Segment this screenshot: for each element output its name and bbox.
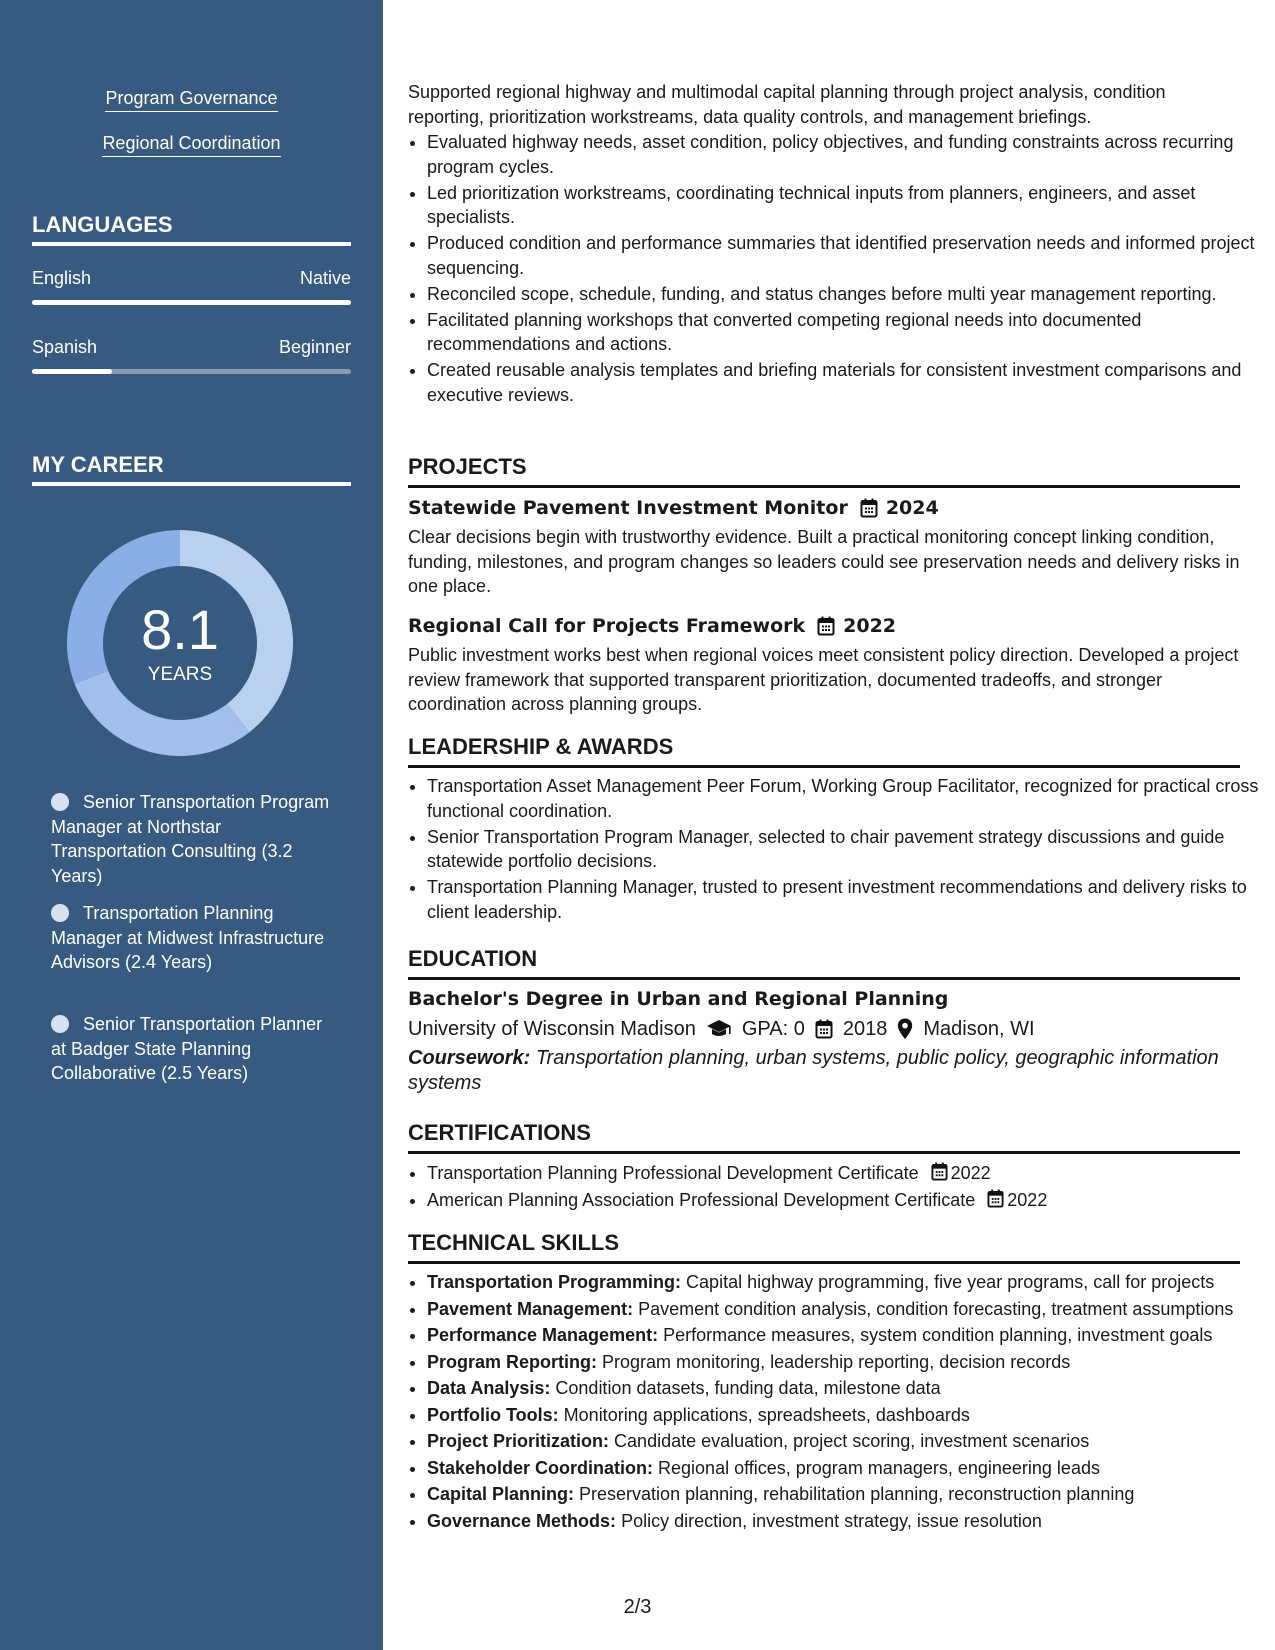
skill-label: Project Prioritization:: [427, 1431, 610, 1451]
career-total-unit: YEARS: [147, 664, 213, 685]
main-content: [408, 0, 1259, 1650]
skill-label: Stakeholder Coordination:: [427, 1457, 654, 1478]
list-item: • Project Prioritization: Candidate evaluation, project scoring, investment scenarios: [427, 1429, 1259, 1454]
skill-label: Pavement Management:: [427, 1298, 634, 1319]
calendar-icon: [931, 1162, 948, 1181]
certificate-year: 2022: [1007, 1190, 1048, 1210]
list-item: [427, 1188, 1259, 1213]
calendar-icon: [987, 1189, 1004, 1208]
skill-label: Transportation Programming:: [427, 1272, 682, 1292]
skill-tag: Program Governance: [0, 88, 383, 112]
list-item: • Program Reporting: Program monitoring, leadership reporting, decision records: [427, 1350, 1259, 1375]
list-item: • Facilitated planning workshops that converted competing regional needs into documented recommendations and actions.: [427, 308, 1259, 357]
coursework-label: Coursework:: [408, 1047, 531, 1069]
skill-label: Portfolio Tools:: [427, 1404, 559, 1425]
school-name: University of Wisconsin Madison: [408, 1018, 696, 1040]
skill-label: Governance Methods:: [427, 1510, 617, 1531]
experience-bullets: [408, 130, 1259, 409]
career-dot: [51, 1015, 69, 1033]
location: Madison, WI: [923, 1018, 1035, 1040]
skill-label: Capital Planning:: [427, 1484, 575, 1504]
page-number: 2/3: [623, 1596, 652, 1618]
list-item: • Transportation Asset Management Peer Forum, Working Group Facilitator, recognized for practical cross functional coordination.: [427, 774, 1259, 823]
language-row: [32, 337, 351, 358]
list-item: • Performance Management: Performance measures, system condition planning, investment goals: [427, 1323, 1259, 1348]
certificate-name: American Planning Association Professional Development Certificate: [427, 1190, 976, 1210]
certifications-list: [408, 1161, 1259, 1215]
project-title: Statewide Pavement Investment Monitor 2024: [408, 497, 939, 519]
calendar-icon: [817, 616, 835, 636]
skill-label: Performance Management:: [427, 1325, 659, 1345]
language-level: Native: [299, 268, 351, 288]
location-pin-icon: [897, 1018, 913, 1040]
languages-heading: LANGUAGES: [32, 212, 351, 246]
list-item: • Produced condition and performance summaries that identified preservation needs and informed project sequencing.: [427, 231, 1259, 280]
list-item: • Reconciled scope, schedule, funding, and status changes before multi year management reporting.: [427, 282, 1259, 307]
project-description: Clear decisions begin with trustworthy evidence. Built a practical monitoring concept linking condition, funding, milestones, and program changes so leaders could see preservation needs and delivery risks in one place.: [408, 527, 1240, 596]
leadership-heading: LEADERSHIP & AWARDS: [408, 733, 1240, 768]
skill-label: Data Analysis:: [427, 1378, 551, 1398]
language-row: [32, 268, 351, 289]
list-item: • Governance Methods: Policy direction, investment strategy, issue resolution: [427, 1509, 1259, 1534]
sidebar: [0, 0, 383, 1650]
list-item: • Led prioritization workstreams, coordinating technical inputs from planners, engineers, and asset specialists.: [427, 181, 1259, 230]
education-heading: EDUCATION: [408, 945, 1240, 980]
project-title: Regional Call for Projects Framework 2022: [408, 615, 897, 637]
career-dot: [51, 793, 69, 811]
calendar-icon: [815, 1019, 833, 1039]
career-item: Senior Transportation Program Manager at Northstar Transportation Consulting (3.2 Years): [51, 792, 330, 886]
list-item: • Data Analysis: Condition datasets, funding data, milestone data: [427, 1376, 1259, 1401]
coursework: Coursework: Transportation planning, urban systems, public policy, geographic information systems: [408, 1047, 1219, 1094]
calendar-icon: [860, 498, 878, 518]
degree-title: Bachelor's Degree in Urban and Regional Planning: [408, 988, 949, 1010]
project-description: Public investment works best when regional voices meet consistent policy direction. Developed a project review framework that supported transparent prioritization, documented tradeoffs, and stronger coordination across planning groups.: [408, 645, 1239, 714]
technical-skills-list: [408, 1270, 1259, 1535]
graduation-year: 2018: [842, 1018, 888, 1040]
experience-summary: Supported regional highway and multimodal capital planning through project analysis, condition reporting, prioritization workstreams, data quality controls, and management briefings.: [408, 82, 1166, 127]
career-dot: [51, 904, 69, 922]
language-bar: [32, 300, 351, 305]
list-item: [427, 1161, 1259, 1186]
list-item: • Senior Transportation Program Manager, selected to chair pavement strategy discussions and guide statewide portfolio decisions.: [427, 825, 1259, 874]
language-level: Beginner: [278, 337, 351, 357]
list-item: • Transportation Planning Manager, trusted to present investment recommendations and delivery risks to client leadership.: [427, 875, 1259, 924]
leadership-list: [408, 774, 1259, 926]
language-name: Spanish: [32, 337, 98, 357]
certificate-year: 2022: [950, 1163, 991, 1183]
education-meta: [408, 1016, 1240, 1042]
list-item: • Pavement Management: Pavement condition analysis, condition forecasting, treatment assumptions: [427, 1297, 1259, 1322]
career-item: Transportation Planning Manager at Midwest Infrastructure Advisors (2.4 Years): [51, 903, 325, 972]
language-bar: [32, 369, 351, 374]
technical-skills-heading: TECHNICAL SKILLS: [408, 1229, 1240, 1264]
list-item: • Capital Planning: Preservation planning, rehabilitation planning, reconstruction planning: [427, 1482, 1259, 1507]
skill-tag: Regional Coordination: [0, 133, 383, 157]
projects-heading: PROJECTS: [408, 453, 1240, 488]
language-bar-fill: [32, 300, 351, 305]
list-item: • Stakeholder Coordination: Regional offices, program managers, engineering leads: [427, 1456, 1259, 1481]
certificate-name: Transportation Planning Professional Development Certificate: [427, 1163, 919, 1183]
language-name: English: [32, 268, 92, 288]
language-bar-fill: [32, 369, 112, 374]
project-year: 2022: [843, 615, 897, 637]
gpa: GPA: 0: [741, 1018, 805, 1040]
project-year: 2024: [885, 497, 939, 519]
career-heading: MY CAREER: [32, 452, 351, 486]
list-item: • Created reusable analysis templates and briefing materials for consistent investment comparisons and executive reviews.: [427, 358, 1259, 407]
career-total-years: 8.1: [141, 598, 219, 661]
skill-label: Program Reporting:: [427, 1351, 598, 1372]
list-item: • Portfolio Tools: Monitoring applications, spreadsheets, dashboards: [427, 1403, 1259, 1428]
career-item: Senior Transportation Planner at Badger State Planning Collaborative (2.5 Years): [51, 1014, 323, 1083]
list-item: • Transportation Programming: Capital highway programming, five year programs, call for projects: [427, 1270, 1259, 1295]
list-item: • Evaluated highway needs, asset condition, policy objectives, and funding constraints across recurring program cycles.: [427, 130, 1259, 179]
graduation-cap-icon: [706, 1019, 732, 1039]
certifications-heading: CERTIFICATIONS: [408, 1119, 1240, 1154]
